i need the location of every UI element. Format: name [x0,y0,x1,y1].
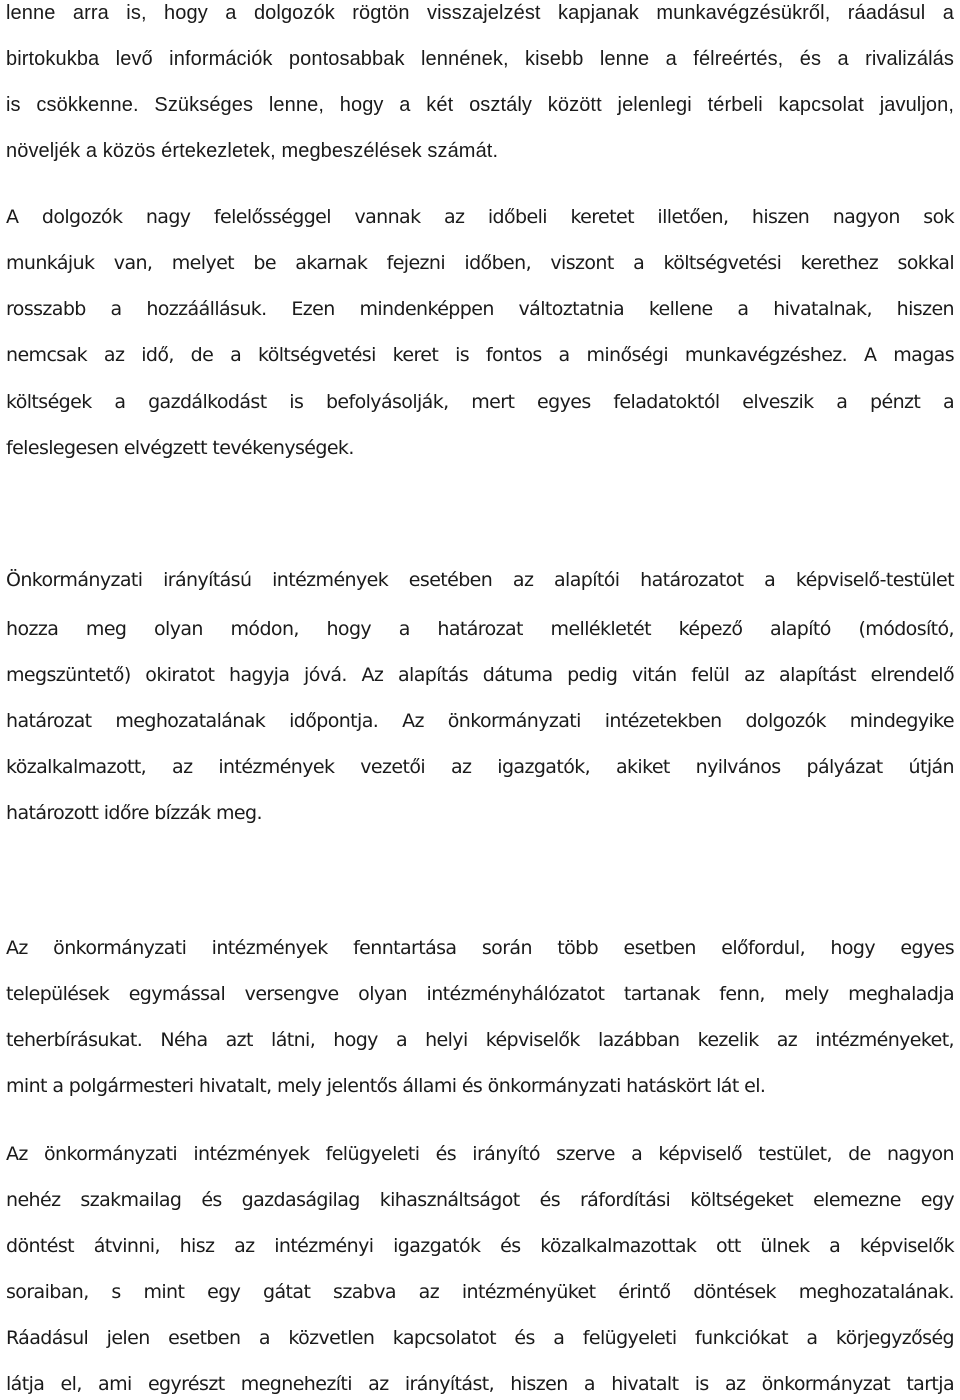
text-line: hozza meg olyan módon, hogy a határozat mellékletét képező alapító (módosító, [6,618,954,640]
text-line: A dolgozók nagy felelősséggel vannak az időbeli keretet illetően, hiszen nagyon sok [6,206,954,228]
text-line: költségek a gazdálkodást is befolyásolják, mert egyes feladatoktól elveszik a pénzt a [6,391,954,413]
text-line: döntést átvinni, hisz az intézményi igazgatók és közalkalmazottak ott ülnek a képviselők [6,1235,954,1257]
text-line: nemcsak az idő, de a költségvetési keret is fontos a minőségi munkavégzéshez. A magas [6,344,954,366]
text-line: növeljék a közös értekezletek, megbeszélések számát. [6,140,499,162]
text-line: Az önkormányzati intézmények fenntartása során több esetben előfordul, hogy egyes [6,937,954,959]
text-line: teherbírásukat. Néha azt látni, hogy a helyi képviselők lazábban kezelik az intézményeket, [6,1029,954,1051]
text-line: mint a polgármesteri hivatalt, mely jelentős állami és önkormányzati hatáskört lát el. [6,1075,766,1097]
text-line: soraiban, s mint egy gátat szabva az intézményüket érintő döntések meghozatalának. [6,1281,954,1303]
text-line: közalkalmazott, az intézmények vezetői az igazgatók, akiket nyilvános pályázat útján [6,756,954,778]
text-line: látja el, ami egyrészt megnehezíti az irányítást, hiszen a hivatalt is az önkormányzat tartja [6,1373,954,1395]
text-line: Ráadásul jelen esetben a közvetlen kapcsolatot és a felügyeleti funkciókat a körjegyzőség [6,1327,954,1349]
text-line: lenne arra is, hogy a dolgozók rögtön visszajelzést kapjanak munkavégzésükről, ráadásul a [6,2,954,24]
text-line: is csökkenne. Szükséges lenne, hogy a két osztály között jelenlegi térbeli kapcsolat javuljon, [6,94,954,116]
text-line: határozott időre bízzák meg. [6,802,262,824]
text-line: feleslegesen elvégzett tevékenységek. [6,437,354,459]
text-line: települések egymással versengve olyan intézményhálózatot tartanak fenn, mely meghaladja [6,983,954,1005]
text-line: rosszabb a hozzáállásuk. Ezen mindenképpen változtatnia kellene a hivatalnak, hiszen [6,298,954,320]
text-line: Önkormányzati irányítású intézmények esetében az alapítói határozatot a képviselő-testület [6,569,954,591]
text-line: nehéz szakmailag és gazdaságilag kihasználtságot és ráfordítási költségeket elemezne egy [6,1189,954,1211]
text-line: Az önkormányzati intézmények felügyeleti és irányító szerve a képviselő testület, de nagyon [6,1143,954,1165]
text-line: határozat meghozatalának időpontja. Az önkormányzati intézetekben dolgozók mindegyike [6,710,954,732]
text-line: birtokukba levő információk pontosabbak lennének, kisebb lenne a félreértés, és a rivalizálás [6,48,954,70]
text-line: munkájuk van, melyet be akarnak fejezni időben, viszont a költségvetési kerethez sokkal [6,252,954,274]
text-line: megszüntető) okiratot hagyja jóvá. Az alapítás dátuma pedig vitán felül az alapítást elrendelő [6,664,954,686]
